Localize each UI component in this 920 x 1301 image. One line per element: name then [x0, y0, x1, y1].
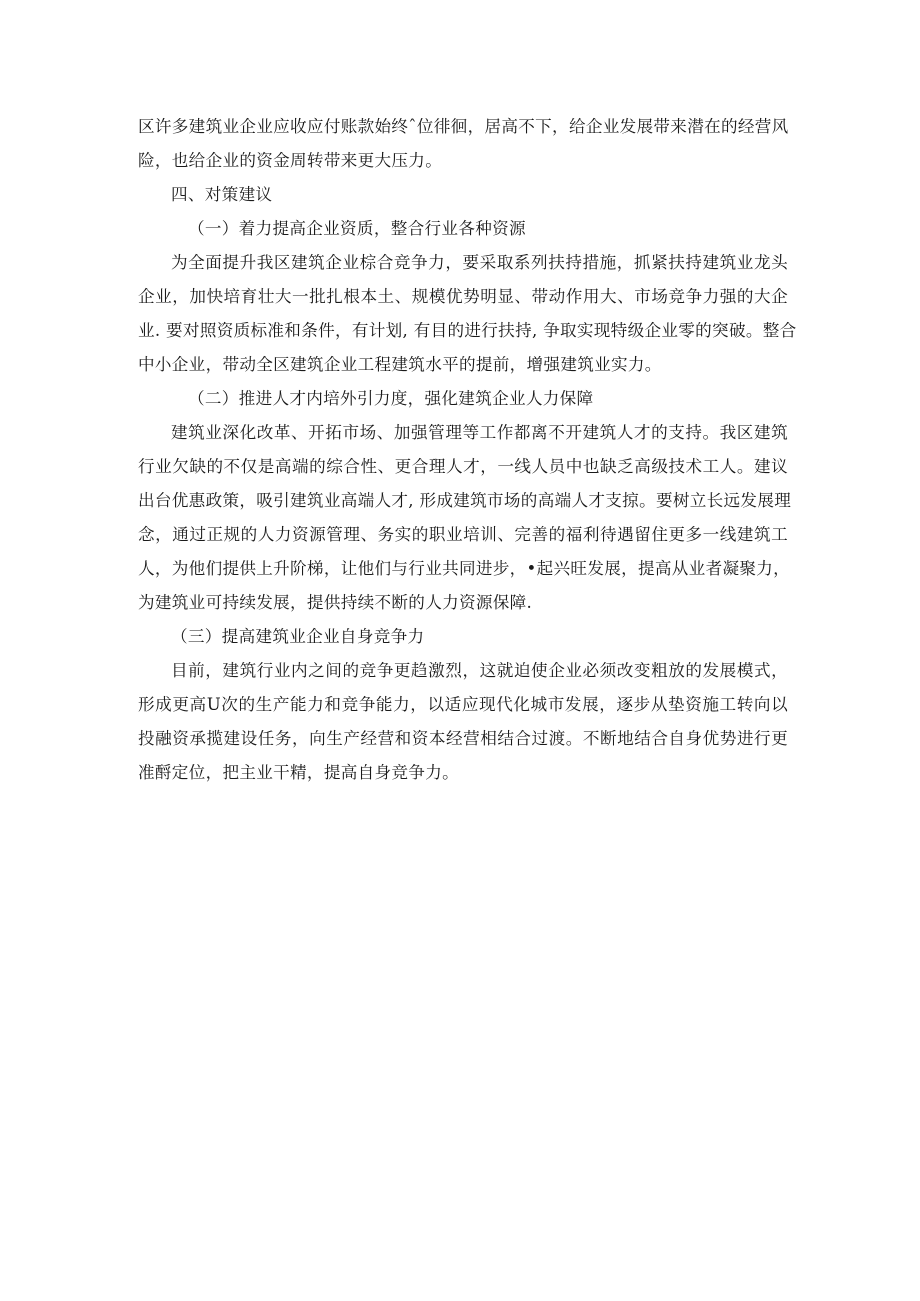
paragraph-qualification [138, 246, 797, 382]
text-line: 人，为他们提供上升阶梯，让他们与行业共同进步，•起兴旺发展，提高从业者凝聚力， [138, 559, 791, 578]
text-line: 准酹定位，把主业干精，提高自身竞争力。 [138, 763, 459, 782]
text-line: 建筑业深化改革、开拓市场、加强管理等工作都离不开建筑人才的支持。我区建筑 [171, 423, 788, 442]
subheading-competitiveness: （三）提高建筑业企业自身竞争力 [171, 627, 425, 646]
text-line: 险，也给企业的资金周转带来更大压力。 [138, 151, 443, 170]
text-line: 目前，建筑行业内之间的竞争更趋激烈，这就迫使企业必须改变粗放的发展模式， [171, 661, 788, 680]
subheading-talent: （二）推进人才内培外引力度，强化建筑企业人力保障 [188, 389, 594, 408]
text-line: 企业，加快培育壮大一批扎根本土、规模优势明显、带动作用大、市场竞争力强的大企 [138, 287, 788, 306]
text-line: 为建筑业可持续发展，提供持续不断的人力资源保障. [138, 593, 533, 612]
document-page [138, 110, 797, 790]
text-line: 投融资承揽建设任务，向生产经营和资本经营相结合过渡。不断地结合自身优势进行更 [138, 729, 788, 748]
text-line: 中小企业，带动全区建筑企业工程建筑水平的提前，增强建筑业实力。 [138, 355, 662, 374]
text-line: 行业欠缺的不仅是高端的综合性、更合理人才，一线人员中也缺乏高级技术工人。建议 [138, 457, 788, 476]
text-line: 为全面提升我区建筑企业棕合竞争力，要采取系列扶持措施，抓紧扶持建筑业龙头 [171, 253, 788, 272]
paragraph-receivables [138, 110, 788, 178]
paragraph-talent [138, 416, 792, 620]
text-line: 念，通过正规的人力资源管理、务实的职业培训、完善的福利待遇留住更多一线建筑工 [138, 525, 788, 544]
text-line: 出台优惠政策，吸引建筑业高端人才, 形成建筑市场的高端人才支掠。要树立长远发展理 [138, 491, 792, 510]
paragraph-competitiveness [138, 654, 788, 790]
text-line: 业. 要对照资质标准和条件，有计划, 有目的进行扶持, 争取实现特级企业零的突破。整合 [138, 321, 797, 340]
text-line: 区许多建筑业企业应收应付账款始终ˆ位徘徊，居高不下，给企业发展带来潜在的经营风 [138, 117, 789, 136]
section-heading: 四、对策建议 [171, 185, 273, 204]
text-line: 形成更高U次的生产能力和竞争能力，以适应现代化城市发展，逐步从垫资施工转向以 [138, 695, 788, 714]
subheading-qualification: （一）着力提高企业资质，整合行业各种资源 [188, 219, 526, 238]
